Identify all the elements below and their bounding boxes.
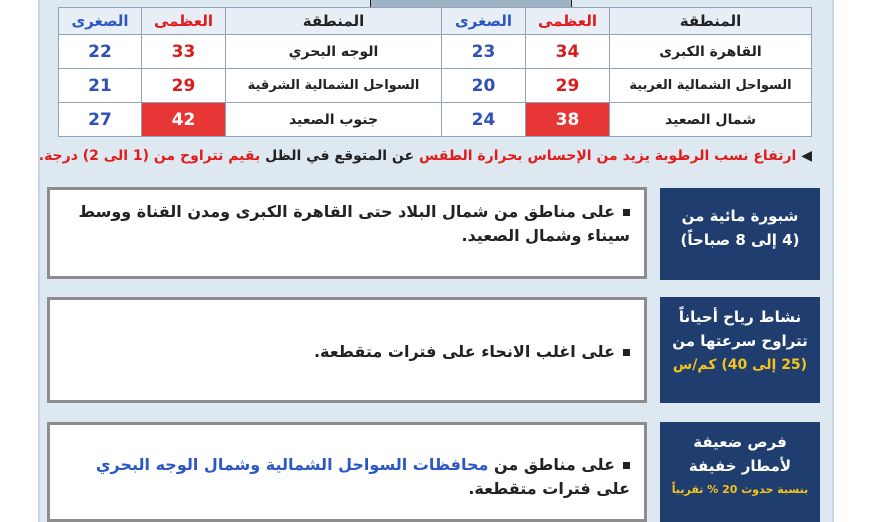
rain-label-line-1: فرص ضعيفة (693, 433, 787, 451)
temperature-table (58, 7, 812, 137)
region-cell: الوجه البحري (226, 35, 442, 69)
region-cell: السواحل الشمالية الغربية (610, 69, 812, 103)
max-temp-cell: 34 (526, 35, 610, 69)
wind-detail-box (47, 297, 647, 403)
rain-detail-box (47, 422, 647, 522)
wind-label-line-2: تتراوح سرعتها من (672, 332, 808, 350)
header-region: المنطقة (610, 8, 812, 35)
min-temp-cell: 23 (442, 35, 526, 69)
max-temp-cell: 38 (526, 103, 610, 137)
fog-label (660, 188, 820, 280)
max-temp-cell: 29 (526, 69, 610, 103)
fog-detail-box (47, 187, 647, 279)
table-row (59, 69, 812, 103)
header-region: المنطقة (226, 8, 442, 35)
pointer-arrow-icon: ◀ (801, 148, 812, 164)
wind-detail-text: على اغلب الانحاء على فترات متقطعة. (313, 342, 615, 361)
region-cell: شمال الصعيد (610, 103, 812, 137)
region-cell: القاهرة الكبرى (610, 35, 812, 69)
max-temp-cell: 33 (142, 35, 226, 69)
rain-label-line-2: لأمطار خفيفة (688, 457, 792, 475)
max-temp-cell: 42 (142, 103, 226, 137)
bullet-icon (623, 209, 630, 216)
rain-label (660, 422, 820, 522)
table-row (59, 35, 812, 69)
rain-detail-text-2: محافظات السواحل الشمالية وشمال الوجه البحري (95, 455, 489, 474)
note-text-1: ارتفاع نسب الرطوبة يزيد من الإحساس بحرارة الطقس (418, 148, 797, 164)
bullet-icon (623, 349, 630, 356)
min-temp-cell: 20 (442, 69, 526, 103)
table-header-row (59, 8, 812, 35)
fog-label-line-1: شبورة مائية من (681, 207, 799, 225)
header-max: العظمى (526, 8, 610, 35)
wind-label-line-3: (25 إلى 40) كم/س (672, 357, 808, 373)
min-temp-cell: 21 (59, 69, 142, 103)
fog-detail-text: على مناطق من شمال البلاد حتى القاهرة الكبرى ومدن القناة ووسط سيناء وشمال الصعيد. (78, 202, 630, 245)
header-min: الصغرى (442, 8, 526, 35)
table-row (59, 103, 812, 137)
wind-label-line-1: نشاط رياح أحياناً (678, 308, 802, 326)
rain-detail-text-3: على فترات متقطعة. (468, 479, 630, 498)
region-cell: السواحل الشمالية الشرقية (226, 69, 442, 103)
header-max: العظمى (142, 8, 226, 35)
region-cell: جنوب الصعيد (226, 103, 442, 137)
rain-detail-text-1: على مناطق من (493, 455, 615, 474)
min-temp-cell: 27 (59, 103, 142, 137)
fog-label-line-2: (4 إلى 8 صباحاً) (680, 231, 800, 249)
min-temp-cell: 22 (59, 35, 142, 69)
wind-label (660, 297, 820, 403)
bullet-icon (623, 462, 630, 469)
header-min: الصغرى (59, 8, 142, 35)
min-temp-cell: 24 (442, 103, 526, 137)
rain-label-line-3: بنسبة حدوث 20 % تقريباً (671, 483, 809, 496)
max-temp-cell: 29 (142, 69, 226, 103)
note-text-3: بقيم تتراوح من (1 الى 2) درجة. (38, 148, 261, 164)
humidity-note (38, 148, 812, 172)
note-text-2: عن المتوقع في الظل (265, 148, 415, 164)
